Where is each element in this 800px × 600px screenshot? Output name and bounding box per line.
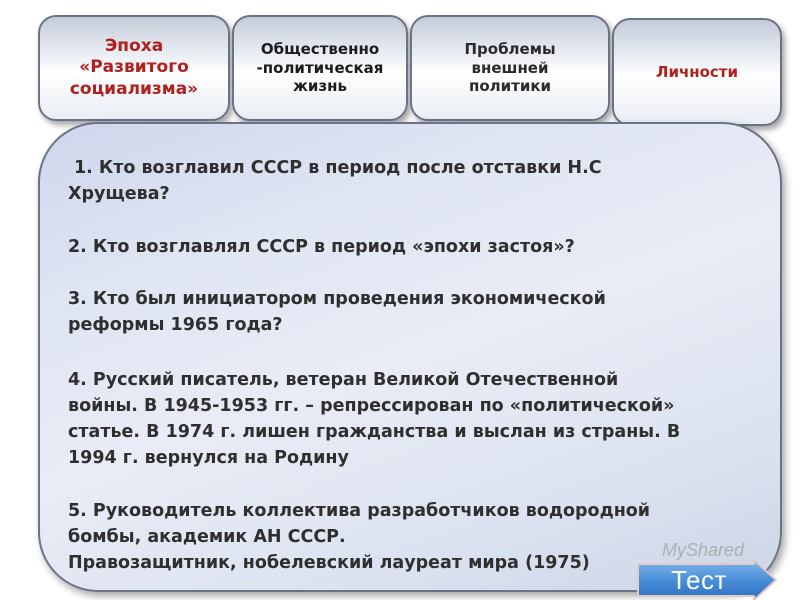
question-line: бомбы, академик АН СССР. [68,527,346,547]
tab-developed-socialism-era[interactable] [38,15,230,121]
tab-label: Проблемы внешней политики [464,39,556,96]
test-button-label: Тест [671,564,727,595]
question-line: 3. Кто был инициатором проведения экономической [68,289,606,309]
test-button[interactable] [636,560,778,600]
question-4 [68,367,728,471]
question-2 [68,234,728,260]
question-line: статье. В 1974 г. лишен гражданства и выслан из страны. В [68,422,681,442]
question-line: Хрущева? [68,184,170,204]
question-line: 4. Русский писатель, ветеран Великой Отечественной [68,370,619,390]
question-line: реформы 1965 года? [68,315,283,335]
tab-social-political-life[interactable] [232,15,408,121]
question-line: 1994 г. вернулся на Родину [68,448,349,468]
question-line: войны. В 1945-1953 гг. – репрессирован по «политической» [68,396,675,416]
tab-label: Личности [655,62,739,81]
tab-label: Эпоха «Развитого социализма» [69,36,199,99]
question-line: 1. Кто возглавил СССР в период после отставки Н.С [74,158,602,178]
question-line: Правозащитник, нобелевский лауреат мира (1975) [68,553,590,573]
tab-foreign-policy-problems[interactable] [410,15,610,121]
question-1 [68,155,728,207]
tab-personalities[interactable] [612,18,782,126]
question-line: 5. Руководитель коллектива разработчиков водородной [68,501,651,521]
tab-label: Общественно -политическая жизнь [256,39,384,96]
watermark-logo: MyShared [662,540,745,560]
question-line: 2. Кто возглавлял СССР в период «эпохи застоя»? [68,237,575,257]
question-3 [68,286,728,338]
